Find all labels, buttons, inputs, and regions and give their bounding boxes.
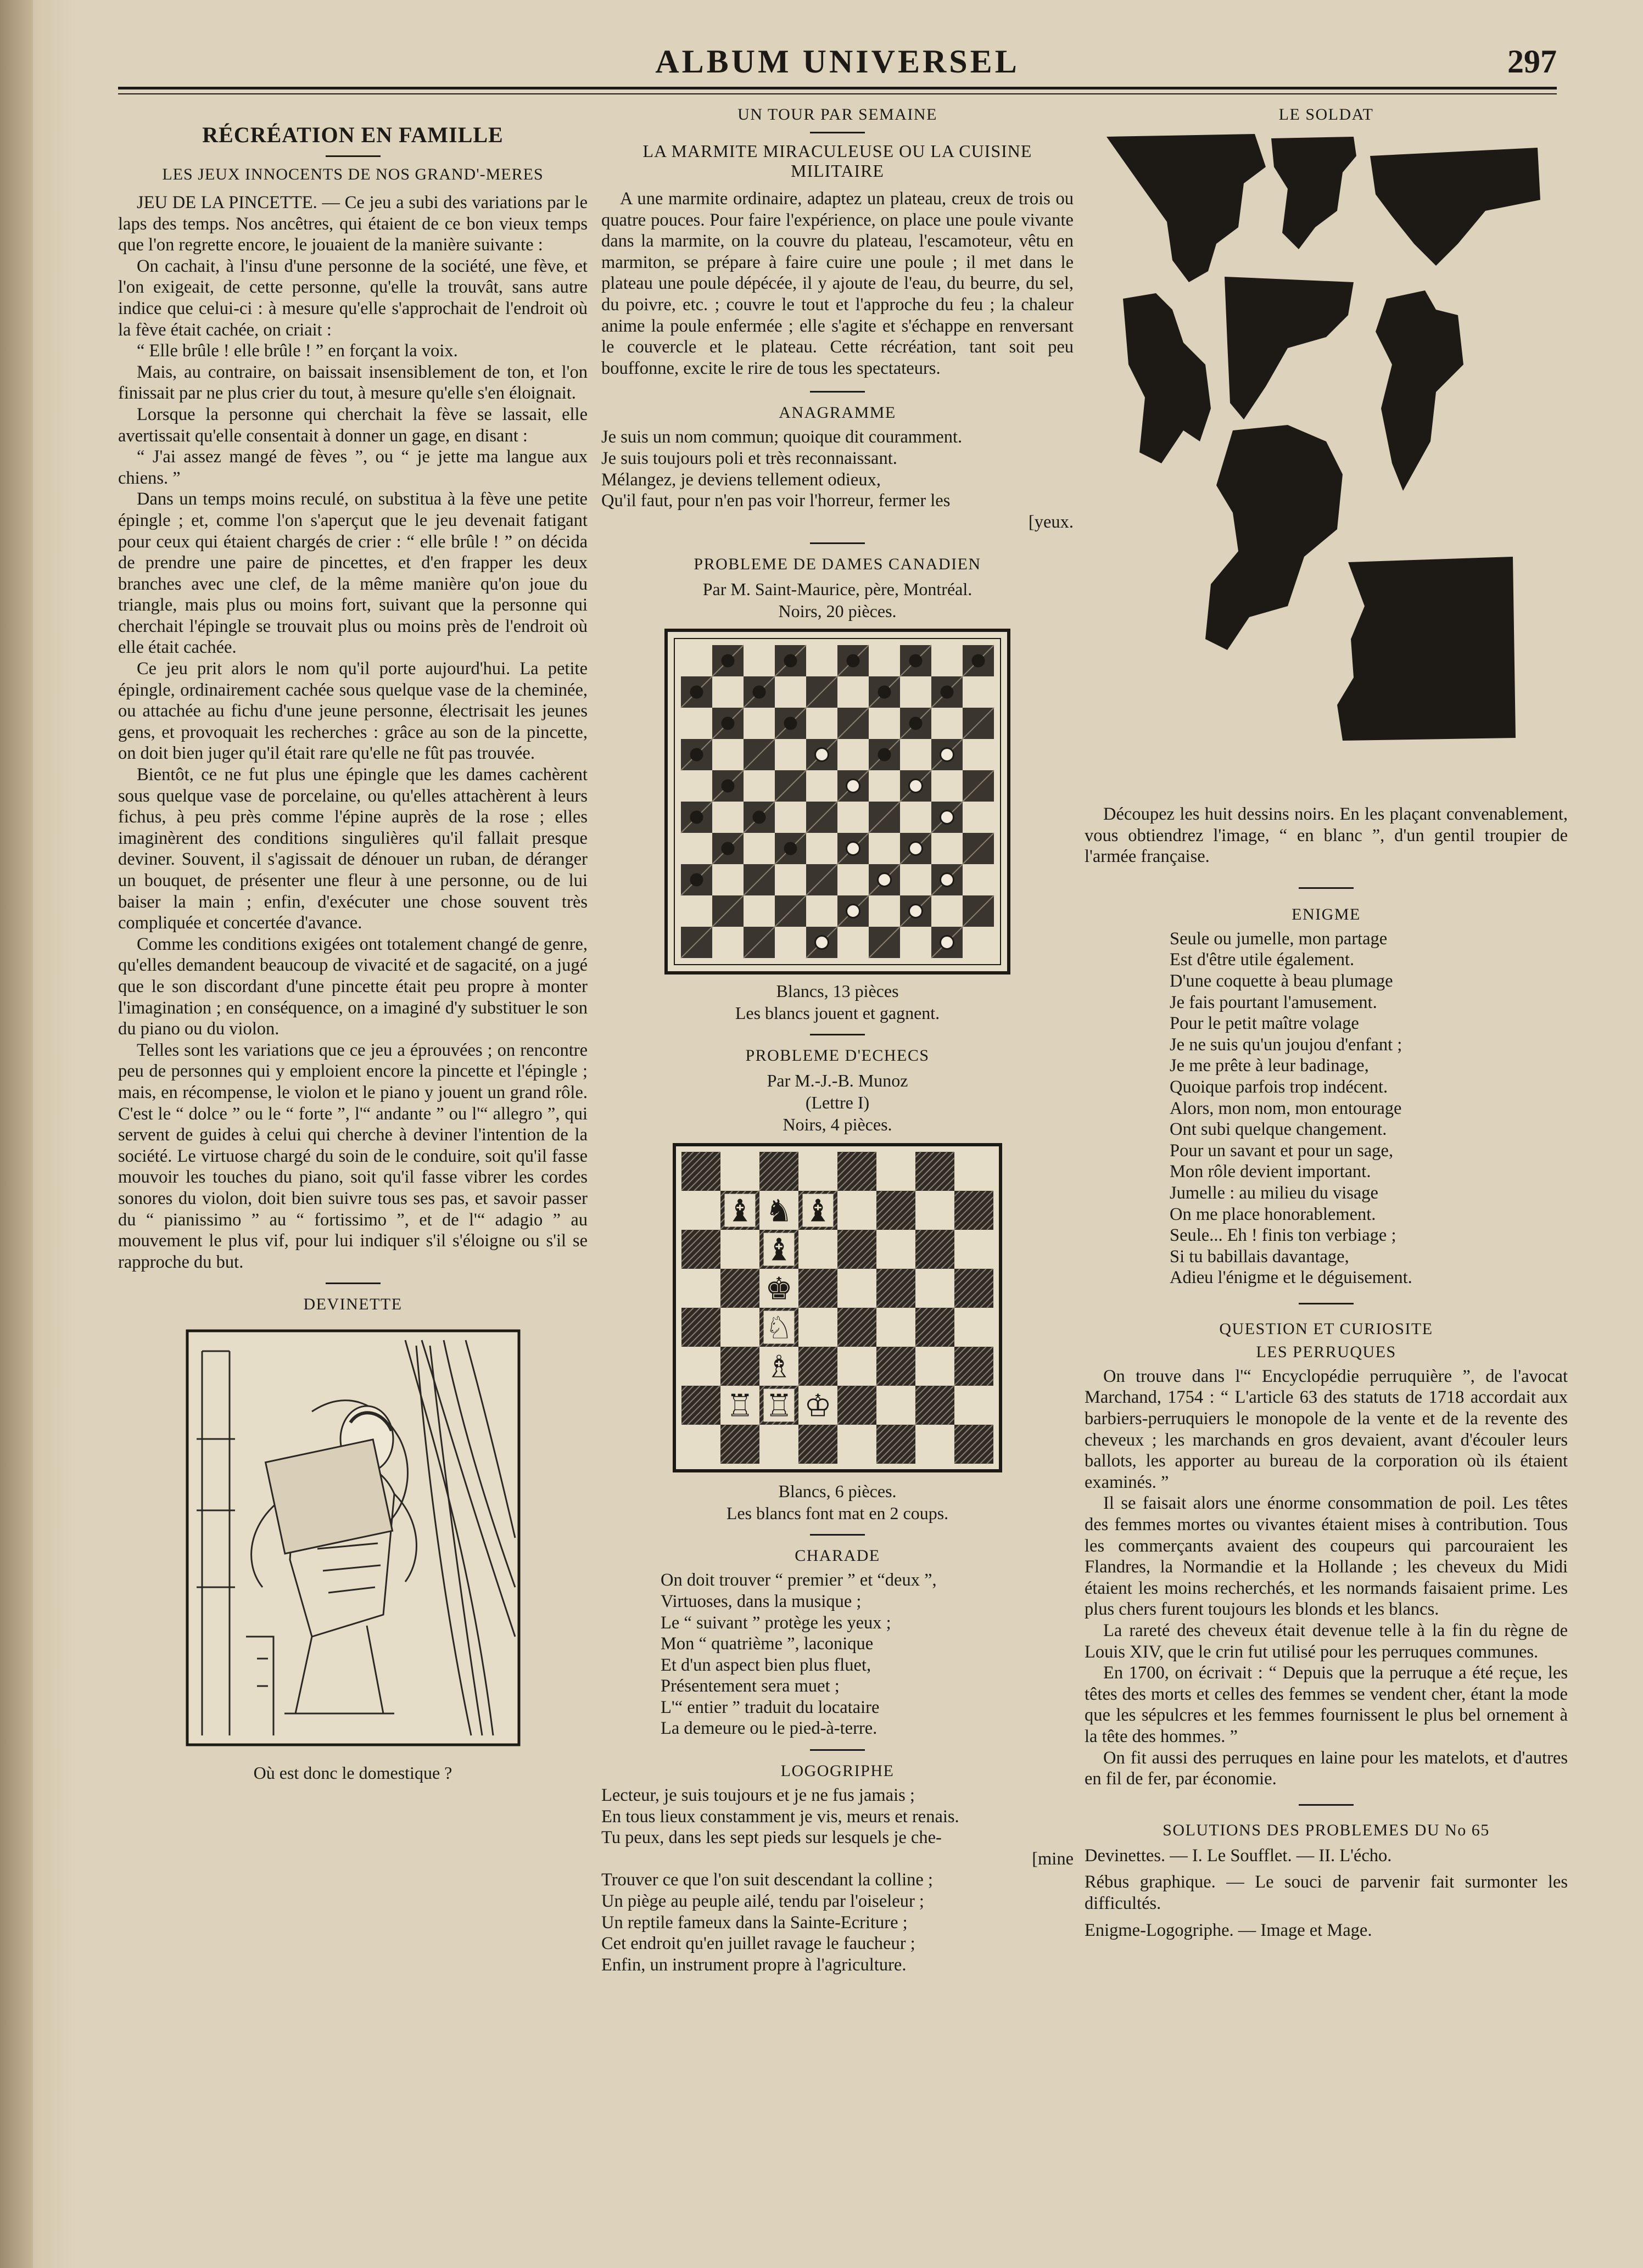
black-checker	[847, 654, 860, 668]
paragraph: Bientôt, ce ne fut plus une épingle que les dames cachèrent sous quelque vase de porcelaine, ou qu'elles attachèrent à leurs fichus, à peu près comme l'épine auprès de la rose ; elles imaginèrent des conditions singulières qu'il fallait presque deviner. Souvent, il s'agissait de dénouer un ruban, de déranger un bouquet, de présenter une fleur à une personne, ou de lui baiser la main ; enfin, d'exécuter une chose souvent très compliquée et concertée d'avance.	[118, 765, 588, 933]
verse-line: [mine	[1032, 1849, 1074, 1869]
divider	[810, 132, 865, 133]
paragraph: Ce jeu prit alors le nom qu'il porte aujourd'hui. La petite épingle, ordinairement cachée sous quelque vase de la cheminée, ou attachée au fichu d'une jeune personne, électrisait les jeunes gens, et provoquait les recherches : grâce au son de la pincette, on doit bien juger qu'il était rare qu'elle ne fût pas trouvée.	[118, 659, 588, 764]
puzzle-piece-8	[1337, 557, 1516, 741]
echecs-note: Les blancs font mat en 2 coups.	[726, 1503, 949, 1524]
verse-line: Mon rôle devient important.	[1170, 1162, 1371, 1182]
charade-title: CHARADE	[795, 1547, 880, 1565]
column-left	[118, 105, 588, 2252]
puzzle-piece-7	[1205, 425, 1343, 650]
dames-note: Les blancs jouent et gagnent.	[735, 1003, 940, 1023]
white-checker	[909, 780, 923, 793]
verse-line: Jumelle : au milieu du visage	[1170, 1183, 1378, 1203]
paragraph: Mais, au contraire, on baissait insensiblement de ton, et l'on finissait par ne plus crier du tout, à mesure qu'elle s'en éloignait.	[118, 362, 588, 404]
verse-line: Je suis un nom commun; quoique dit couramment.	[601, 427, 963, 447]
solution-line: Enigme-Logogriphe. — Image et Mage.	[1085, 1920, 1372, 1940]
chess-piece: ♞	[765, 1193, 793, 1229]
paragraph: JEU DE LA PINCETTE. — Ce jeu a subi des variations par le laps des temps. Nos ancêtres, qui étaient de ce bon vieux temps que l'on regrette encore, le jouaient de la manière suivante :	[118, 193, 588, 255]
chess-piece: ♚	[765, 1271, 793, 1307]
chess-piece: ♖	[765, 1388, 793, 1424]
verse-line: Seule ou jumelle, mon partage	[1170, 928, 1388, 949]
divider	[810, 1749, 865, 1751]
white-checker	[878, 873, 891, 887]
devinette-caption: Où est donc le domestique ?	[253, 1763, 452, 1783]
verse-line: Adieu l'énigme et le déguisement.	[1170, 1268, 1412, 1288]
verse-line: Mon “ quatrième ”, laconique	[661, 1634, 874, 1654]
paragraph: Dans un temps moins reculé, on substitua à la fève une petite épingle ; et, comme l'on s'aperçut que le jeu devenait fatigant pour ceux qui étaient chargés de crier : “ elle brûle ! ” on décida de prendre une paire de pincettes, et d'en frapper les deux branches avec une clef, de la même manière qu'on joue du triangle, mais plus ou moins fort, suivant que la personne qui cherchait l'épingle se trouvait plus ou moins près de l'endroit où elle était cachée.	[118, 489, 588, 658]
verse-line: Virtuoses, dans la musique ;	[661, 1591, 862, 1611]
logogriphe-title: LOGOGRIPHE	[780, 1762, 895, 1780]
anagramme-verse	[601, 427, 1074, 533]
divider	[326, 155, 381, 157]
chess-piece: ♝	[804, 1193, 832, 1229]
chess-piece: ♗	[765, 1349, 793, 1385]
echecs-title: PROBLEME D'ECHECS	[745, 1046, 930, 1065]
black-checker	[753, 686, 766, 699]
chess-piece: ♔	[804, 1388, 832, 1424]
black-checker	[909, 654, 923, 668]
black-checker	[722, 717, 735, 730]
verse-line: Présentement sera muet ;	[661, 1676, 840, 1696]
verse-line: Est d'être utile également.	[1170, 950, 1355, 970]
white-checker	[941, 873, 954, 887]
puzzle-piece-4	[1123, 293, 1211, 463]
paragraph: Telles sont les variations que ce jeu a éprouvées ; on rencontre peu de personnes qui y emploient encore la pincette et l'épingle ; mais, en récompense, le violon et le piano y jouent un grand rôle. C'est le “ dolce ” ou le “ forte ”, l'“ andante ” ou l'“ allegro ”, qui servent de guides à celui qui cherche à deviner l'intention de la société. Le virtuose chargé du soin de le conduire, soit qu'il fasse mouvoir les touches du piano, soit qu'il fasse vibrer les cordes sonores du violon, doit bien suivre tous ses pas, et savoir passer du “ pianissimo ” au “ fortissimo ”, et de l'“ adagio ” au mouvement le plus vif, pour lui indiquer s'il s'éloigne ou s'il se rapproche du but.	[118, 1040, 588, 1272]
divider	[1299, 1804, 1354, 1806]
devinette-title: DEVINETTE	[303, 1295, 403, 1314]
column-middle	[601, 105, 1074, 2252]
anagramme-title: ANAGRAMME	[779, 404, 896, 422]
verse-line: En tous lieux constamment je vis, meurs et renais.	[601, 1806, 959, 1827]
paragraph: “ J'ai assez mangé de fèves ”, ou “ je jette ma langue aux chiens. ”	[118, 447, 588, 488]
recreation-subtitle: LES JEUX INNOCENTS DE NOS GRAND'-MERES	[162, 165, 544, 183]
header-rule	[118, 87, 1557, 89]
white-checker	[815, 748, 829, 761]
dames-noirs: Noirs, 20 pièces.	[778, 601, 897, 621]
verse-line: L'“ entier ” traduit du locataire	[661, 1697, 880, 1717]
chess-piece: ♘	[765, 1310, 793, 1346]
question-subtitle: LES PERRUQUES	[1256, 1342, 1396, 1361]
black-checker	[690, 748, 703, 761]
soldat-puzzle-pieces	[1106, 134, 1546, 743]
paragraph: On fit aussi des perruques en laine pour les matelots, et d'autres en fil de fer, par économie.	[1085, 1748, 1568, 1789]
verse-line: D'une coquette à beau plumage	[1170, 971, 1393, 991]
chess-piece: ♖	[726, 1388, 754, 1424]
recreation-title: RÉCRÉATION EN FAMILLE	[202, 122, 504, 147]
verse-line: Pour un savant et pour un sage,	[1170, 1140, 1394, 1161]
verse-line: Seule... Eh ! finis ton verbiage ;	[1170, 1225, 1396, 1246]
paragraph: On trouve dans l'“ Encyclopédie perruquière ”, de l'avocat Marchand, 1754 : “ L'article 63 des statuts de 1718 accordait aux barbiers-perruquiers le monopole de la vente et de la revente des cheveux ; les marchands en gros devaient, avant d'écouler leurs ballots, les apporter au bureau de la corporation où ils étaient examinés. ”	[1085, 1366, 1568, 1492]
verse-line: On doit trouver “ premier ” et “deux ”,	[661, 1570, 937, 1591]
verse-line: Cet endroit qu'en juillet ravage le faucheur ;	[601, 1934, 915, 1954]
verse-line: Mélangez, je deviens tellement odieux,	[601, 469, 881, 490]
black-checker	[972, 654, 985, 668]
black-checker	[690, 811, 703, 824]
verse-line: Alors, mon nom, mon entourage	[1170, 1098, 1402, 1118]
divider	[810, 1034, 865, 1035]
journal-title: ALBUM UNIVERSEL	[655, 43, 1020, 80]
paragraph: Comme les conditions exigées ont totalement changé de genre, qu'elles demandent beaucoup de vivacité et de sagacité, on a jugé que le son discordant d'une pincette était peu propre à monter l'imagination ; en conséquence, on a imaginé d'y substituer le son du piano ou du violon.	[118, 934, 588, 1039]
soldat-title: LE SOLDAT	[1278, 105, 1374, 124]
white-checker	[847, 780, 860, 793]
divider	[1299, 887, 1354, 889]
puzzle-piece-2	[1271, 137, 1356, 249]
black-checker	[784, 717, 797, 730]
solutions-body	[1085, 1845, 1568, 1941]
black-checker	[722, 780, 735, 793]
white-checker	[909, 905, 923, 918]
divider	[810, 542, 865, 544]
divider	[326, 1283, 381, 1284]
verse-line: Je fais pourtant l'amusement.	[1170, 992, 1377, 1012]
puzzle-piece-3	[1370, 148, 1540, 266]
paragraph: La rareté des cheveux était devenue telle à la fin du règne de Louis XIV, que le crin fut utilisé pour les perruques communes.	[1085, 1621, 1568, 1662]
white-checker	[815, 936, 829, 949]
checkers-board	[664, 629, 1010, 975]
white-checker	[847, 842, 860, 855]
dames-title: PROBLEME DE DAMES CANADIEN	[694, 555, 981, 574]
verse-line: Je ne suis qu'un joujou d'enfant ;	[1170, 1034, 1402, 1055]
verse-line: Un piège au peuple ailé, tendu par l'oiseleur ;	[601, 1891, 924, 1912]
verse-line: Enfin, un instrument propre à l'agriculture.	[601, 1955, 907, 1975]
echecs-lettre: (Lettre I)	[805, 1093, 870, 1113]
verse-line: Tu peux, dans les sept pieds sur lesquels je che-	[601, 1828, 942, 1848]
verse-line: On me place honorablement.	[1170, 1204, 1376, 1224]
black-checker	[722, 842, 735, 855]
verse-line: La demeure ou le pied-à-terre.	[661, 1718, 878, 1739]
white-checker	[847, 905, 860, 918]
black-checker	[722, 654, 735, 668]
divider	[810, 1534, 865, 1536]
verse-line: Un reptile fameux dans la Sainte-Ecriture ;	[601, 1912, 908, 1933]
enigme-verse	[1085, 928, 1568, 1289]
divider	[810, 391, 865, 393]
white-checker	[941, 748, 954, 761]
devinette-illustration	[186, 1329, 521, 1746]
page-header	[118, 43, 1557, 87]
tour-title: LA MARMITE MIRACULEUSE OU LA CUISINE MILITAIRE	[642, 141, 1032, 181]
verse-line: Je suis toujours poli et très reconnaissant.	[601, 448, 897, 468]
paragraph: “ Elle brûle ! elle brûle ! ” en forçant la voix.	[137, 341, 458, 361]
black-checker	[878, 686, 891, 699]
question-body	[1085, 1366, 1568, 1790]
solutions-title: SOLUTIONS DES PROBLEMES DU No 65	[1163, 1821, 1490, 1839]
echecs-blancs: Blancs, 6 pièces.	[778, 1481, 897, 1502]
recreation-body	[118, 192, 588, 1273]
paragraph: Il se faisait alors une énorme consommation de poil. Les têtes des femmes mortes ou vivantes étaient mises à contribution. Tous les commerçants avaient des coupeurs qui parcouraient les Flandres, la Normandie et la Hollande ; les cheveux du Midi étaient les moins recherchés, et les normands faisaient prime. Les plus chers furent toujours les blonds et les blancs.	[1085, 1493, 1568, 1620]
black-checker	[690, 686, 703, 699]
verse-line: Et d'un aspect bien plus fluet,	[661, 1655, 871, 1675]
enigme-title: ENIGME	[1292, 905, 1361, 923]
paragraph: On cachait, à l'insu d'une personne de la société, une fève, et l'on exigeait, de cette personne, qu'elle la trouvât, sans autre indice que celui-ci : à mesure qu'elle s'approchait de l'endroit où la fève était cachée, on criait :	[118, 256, 588, 340]
soldat-caption: Découpez les huit dessins noirs. En les plaçant convenablement, vous obtiendrez l'image, “ en blanc ”, d'un gentil troupier de l'armée française.	[1085, 804, 1568, 867]
black-checker	[878, 748, 891, 761]
dames-author: Par M. Saint-Maurice, père, Montréal.	[702, 579, 973, 600]
black-checker	[753, 811, 766, 824]
solution-line: Rébus graphique. — Le souci de parvenir fait surmonter les difficultés.	[1085, 1872, 1568, 1913]
tour-section-title: UN TOUR PAR SEMAINE	[737, 105, 937, 124]
paragraph: Lorsque la personne qui cherchait la fève se lassait, elle avertissait qu'elle consentait à donner un gage, en disant :	[118, 404, 588, 446]
dames-blancs: Blancs, 13 pièces	[776, 981, 899, 1001]
black-checker	[690, 873, 703, 887]
puzzle-piece-1	[1106, 134, 1266, 282]
question-title: QUESTION ET CURIOSITE	[1219, 1319, 1433, 1338]
white-checker	[909, 842, 923, 855]
charade-verse	[601, 1570, 1074, 1739]
column-right	[1085, 105, 1568, 2252]
binding-edge	[0, 0, 33, 2268]
tour-text: A une marmite ordinaire, adaptez un plateau, creux de trois ou quatre pouces. Pour faire l'expérience, on place une poule vivante dans la marmite, on la couvre du plateau, l'escamoteur, vêtu en marmiton, se prépare à faire cuire une poule ; il met dans le plateau une poule dépécée, il y ajoute de l'eau, du beurre, du sel, du poivre, etc. ; couvre le tout et l'approche du feu ; la chaleur anime la poule enfermée ; elle s'agite et s'échappe en renversant le couvercle et le plateau. Cette récréation, tant soit peu bouffonne, excite le rire de tous les spectateurs.	[601, 189, 1074, 378]
verse-line: Ont subi quelque changement.	[1170, 1119, 1387, 1140]
logogriphe-verse	[601, 1785, 1074, 1975]
paragraph: En 1700, on écrivait : “ Depuis que la perruque a été reçue, les têtes des morts et celles des femmes se vendent cher, étant la mode que les sépulcres et les femmes fournissent le plus bel ornement à la tête des hommes. ”	[1085, 1663, 1568, 1746]
puzzle-piece-6	[1376, 290, 1463, 491]
white-checker	[941, 811, 954, 824]
black-checker	[941, 686, 954, 699]
solution-line: Devinettes. — I. Le Soufflet. — II. L'écho.	[1085, 1845, 1392, 1866]
echecs-author: Par M.-J.-B. Munoz	[767, 1071, 908, 1091]
verse-line: Je me prête à leur badinage,	[1170, 1056, 1369, 1076]
verse-line: [yeux.	[1028, 512, 1074, 532]
divider	[1299, 1303, 1354, 1304]
echecs-noirs: Noirs, 4 pièces.	[783, 1115, 892, 1135]
chess-board	[673, 1143, 1002, 1472]
verse-line: Pour le petit maître volage	[1170, 1013, 1359, 1034]
verse-line: Si tu babillais davantage,	[1170, 1246, 1349, 1267]
header-rule-thin	[118, 93, 1557, 94]
black-checker	[784, 654, 797, 668]
page-number: 297	[1507, 43, 1557, 80]
white-checker	[941, 936, 954, 949]
chess-piece: ♝	[765, 1232, 793, 1268]
verse-line: Qu'il faut, pour n'en pas voir l'horreur, fermer les	[601, 491, 951, 511]
verse-line: Trouver ce que l'on suit descendant la colline ;	[601, 1870, 933, 1890]
black-checker	[784, 842, 797, 855]
puzzle-piece-5	[1225, 277, 1354, 419]
black-checker	[909, 717, 923, 730]
verse-line: Quoique parfois trop indécent.	[1170, 1077, 1388, 1097]
verse-line: Le “ suivant ” protège les yeux ;	[661, 1612, 891, 1633]
verse-line: Lecteur, je suis toujours et je ne fus jamais ;	[601, 1785, 915, 1806]
chess-piece: ♝	[726, 1193, 754, 1229]
